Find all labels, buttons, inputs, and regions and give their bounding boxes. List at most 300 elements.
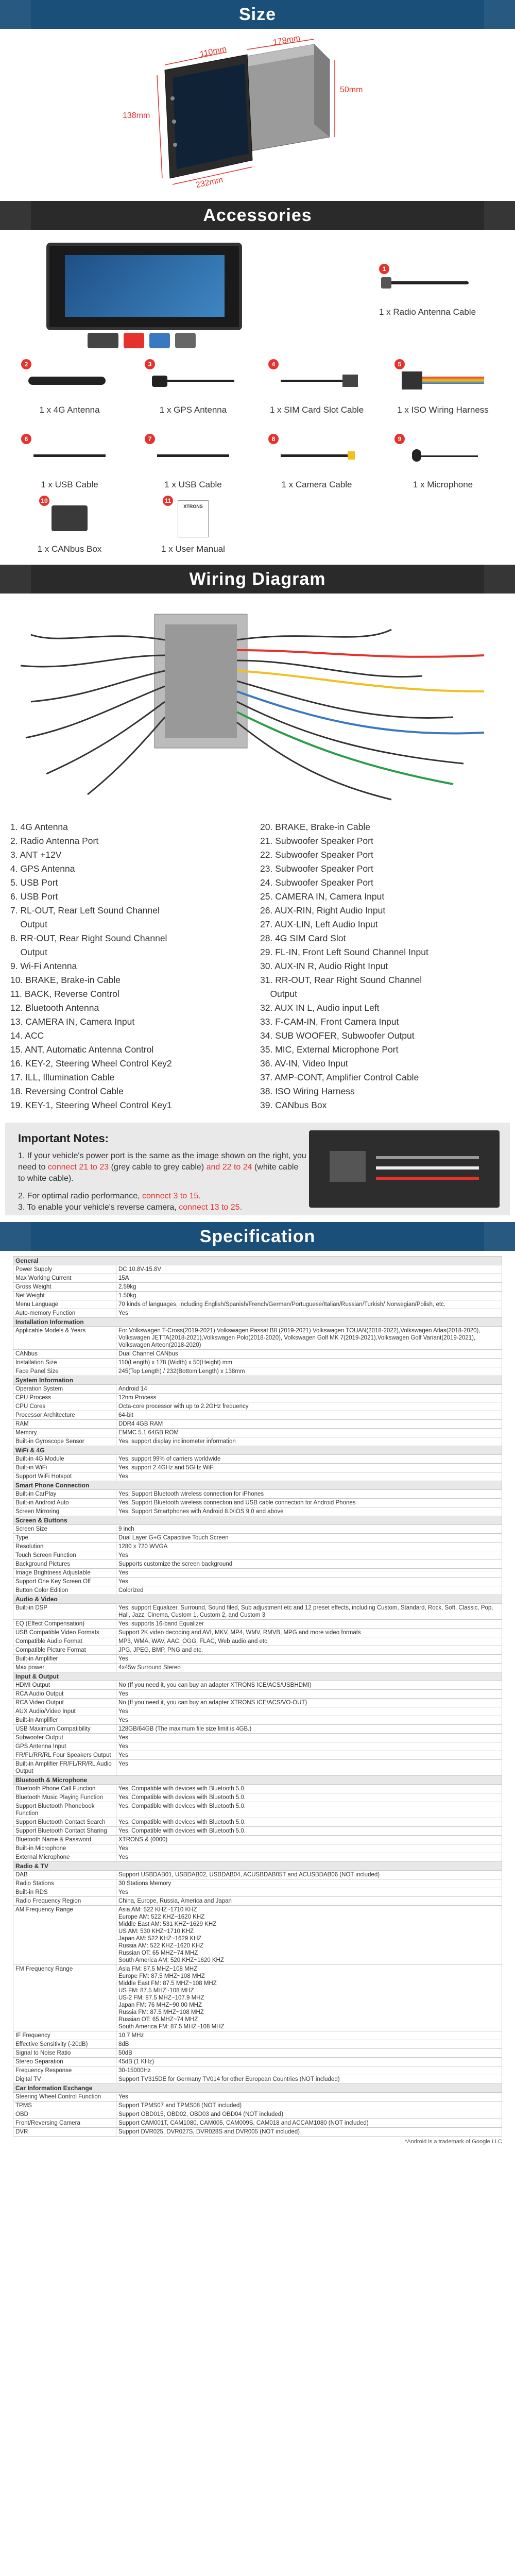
spec-row xyxy=(13,2119,502,2128)
spec-key: Built-in Amplifier xyxy=(13,1655,116,1664)
spec-key: USB Maximum Compatibility xyxy=(13,1725,116,1734)
spec-key: Built-in Gyroscope Sensor xyxy=(13,1437,116,1446)
spec-key: Built-in Amplifier FR/FL/RR/RL Audio Output xyxy=(13,1760,116,1776)
spec-key: Frequency Response xyxy=(13,2066,116,2075)
spec-row xyxy=(13,1464,502,1472)
spec-row xyxy=(13,1760,502,1776)
spec-section-header xyxy=(13,1318,502,1327)
spec-row xyxy=(13,2102,502,2110)
wiring-list-item: 8. RR-OUT, Rear Right Sound Channel xyxy=(10,933,167,943)
spec-section-title: Smart Phone Connection xyxy=(13,1481,502,1490)
wiring-list-item: 5. USB Port xyxy=(10,877,58,888)
spec-value: Yes, support 99% of carriers worldwide xyxy=(116,1455,502,1464)
spec-key: Steering Wheel Control Function xyxy=(13,2093,116,2102)
spec-row xyxy=(13,1655,502,1664)
spec-value: 70 kinds of languages, including English/Spanish/French/German/Portuguese/Italian/Russian/Turkish/ Norwegian/Polish, etc. xyxy=(116,1300,502,1309)
spec-row xyxy=(13,2075,502,2084)
spec-value: Yes xyxy=(116,1853,502,1862)
accessory-label: 1 x ISO Wiring Harness xyxy=(397,405,489,415)
spec-key: Subwoofer Output xyxy=(13,1734,116,1742)
spec-row xyxy=(13,1367,502,1376)
spec-key: RCA Audio Output xyxy=(13,1690,116,1699)
accessory-number: 1 xyxy=(379,264,389,274)
spec-value: Support USBDAB01, USBDAB02, USBDAB04, ACUSBDAB05T and ACUSBDAB06 (NOT included) xyxy=(116,1871,502,1879)
spec-row xyxy=(13,1551,502,1560)
spec-key: Radio Stations xyxy=(13,1879,116,1888)
spec-key: Resolution xyxy=(13,1543,116,1551)
spec-key: Built-in RDS xyxy=(13,1888,116,1897)
spec-row xyxy=(13,1359,502,1367)
spec-row xyxy=(13,1525,502,1534)
spec-value: Yes, support Equalizer, Surround, Sound filed, Sub adjustment etc and 12 preset effects, including Custom, Standard, Rock, Soft, Classic, Pop, Hall, Jazz, Cinema, Custom 1, Custom 2, and Custom 3 xyxy=(116,1604,502,1620)
accessory-canbus-box xyxy=(10,498,129,554)
spec-row xyxy=(13,1716,502,1725)
accessory-label: 1 x User Manual xyxy=(161,544,225,554)
wiring-banner xyxy=(0,565,515,594)
spec-row xyxy=(13,1742,502,1751)
spec-value: Supports customize the screen background xyxy=(116,1560,502,1569)
spec-value: Support TPMS07 and TPMS08 (NOT included) xyxy=(116,2102,502,2110)
spec-value: Support TV315DE for Germany TV014 for other European Countries (NOT included) xyxy=(116,2075,502,2084)
accessory-number: 7 xyxy=(145,434,155,444)
spec-value: Yes, Support Bluetooth wireless connection and USB cable connection for Android Phones xyxy=(116,1499,502,1507)
spec-value: 15A xyxy=(116,1274,502,1283)
spec-key: OBD xyxy=(13,2110,116,2119)
note-highlight: connect 13 to 25. xyxy=(179,1203,243,1212)
spec-value: No (If you need it, you can buy an adapter XTRONS ICE/ACS/VO-OUT) xyxy=(116,1699,502,1707)
spec-row xyxy=(13,1274,502,1283)
accessory-number: 6 xyxy=(21,434,31,444)
dim-length: 110mm xyxy=(199,44,228,59)
spec-value: Yes xyxy=(116,1472,502,1481)
spec-row xyxy=(13,2031,502,2040)
spec-key: Built-in DSP xyxy=(13,1604,116,1620)
dim-panel-height: 138mm xyxy=(123,111,150,120)
spec-key: Menu Language xyxy=(13,1300,116,1309)
spec-key: CANbus xyxy=(13,1350,116,1359)
spec-section-header xyxy=(13,1446,502,1455)
spec-section-header xyxy=(13,2084,502,2093)
spec-row xyxy=(13,1965,502,2031)
spec-value: Yes, Support Bluetooth wireless connection for iPhones xyxy=(116,1490,502,1499)
spec-row xyxy=(13,2093,502,2102)
spec-key: Background Pictures xyxy=(13,1560,116,1569)
spec-key: HDMI Output xyxy=(13,1681,116,1690)
accessory-microphone xyxy=(381,436,505,490)
wiring-list-item: 31. RR-OUT, Rear Right Sound Channel xyxy=(260,975,422,985)
spec-table xyxy=(13,1256,502,2137)
wiring-list-item: 12. Bluetooth Antenna xyxy=(10,1003,99,1013)
wiring-list-item: 36. AV-IN, Video Input xyxy=(260,1058,348,1069)
spec-row xyxy=(13,1906,502,1965)
spec-key: Digital TV xyxy=(13,2075,116,2084)
spec-value: Yes, support display inclinometer information xyxy=(116,1437,502,1446)
spec-key: Installation Size xyxy=(13,1359,116,1367)
wiring-list-item: 15. ANT, Automatic Antenna Control xyxy=(10,1044,154,1055)
power-port-photo xyxy=(309,1130,500,1208)
spec-key: Gross Weight xyxy=(13,1283,116,1292)
spec-row xyxy=(13,1292,502,1300)
spec-key: Touch Screen Function xyxy=(13,1551,116,1560)
wiring-section xyxy=(0,594,515,1222)
wiring-list-item: 35. MIC, External Microphone Port xyxy=(260,1044,399,1055)
wiring-title: Wiring Diagram xyxy=(189,569,326,589)
spec-key: Image Brightness Adjustable xyxy=(13,1569,116,1578)
spec-value: Yes, Compatible with devices with Bluetooth 5.0. xyxy=(116,1818,502,1827)
spec-key: Bluetooth Phone Call Function xyxy=(13,1785,116,1793)
spec-key: Applicable Models & Years xyxy=(13,1327,116,1350)
wiring-list-item: 30. AUX-IN R, Audio Right Input xyxy=(260,961,388,971)
spec-row xyxy=(13,1309,502,1318)
spec-row xyxy=(13,2128,502,2137)
wiring-list-item: 27. AUX-LIN, Left Audio Input xyxy=(260,919,378,929)
spec-key: Bluetooth Name & Password xyxy=(13,1836,116,1844)
spec-title: Specification xyxy=(199,1226,316,1246)
spec-row xyxy=(13,1283,502,1292)
accessory-label: 1 x Microphone xyxy=(413,480,473,489)
accessory-number: 9 xyxy=(394,434,405,444)
accessory-label: 1 x USB Cable xyxy=(41,480,98,489)
spec-row xyxy=(13,1560,502,1569)
accessory-number: 10 xyxy=(39,496,49,506)
accessories-banner xyxy=(0,201,515,230)
accessory-label: 1 x CANbus Box xyxy=(37,544,102,554)
spec-row xyxy=(13,1751,502,1760)
spec-key: RCA Video Output xyxy=(13,1699,116,1707)
wiring-list-item: Output xyxy=(10,947,47,957)
spec-key: RAM xyxy=(13,1420,116,1429)
wiring-list-item: Output xyxy=(10,919,47,929)
spec-key: CPU Cores xyxy=(13,1402,116,1411)
spec-value: Android 14 xyxy=(116,1385,502,1394)
spec-key: Operation System xyxy=(13,1385,116,1394)
wiring-list-item: 37. AMP-CONT, Amplifier Control Cable xyxy=(260,1072,419,1082)
wiring-list-item: 38. ISO Wiring Harness xyxy=(260,1086,355,1096)
spec-value: 30-15000Hz xyxy=(116,2066,502,2075)
spec-row xyxy=(13,1888,502,1897)
spec-row xyxy=(13,1802,502,1818)
spec-row xyxy=(13,1507,502,1516)
accessories-title: Accessories xyxy=(203,205,312,225)
spec-value: EMMC 5.1 64GB ROM xyxy=(116,1429,502,1437)
note-text: 2. For optimal radio performance, xyxy=(18,1192,142,1200)
wiring-list-item: 7. RL-OUT, Rear Left Sound Channel xyxy=(10,905,160,916)
wiring-list-item: 26. AUX-RIN, Right Audio Input xyxy=(260,905,386,916)
important-notes xyxy=(5,1123,510,1215)
wiring-list-item: 25. CAMERA IN, Camera Input xyxy=(260,891,385,902)
spec-row xyxy=(13,1455,502,1464)
spec-value: China, Europe, Russia, America and Japan xyxy=(116,1897,502,1906)
spec-section-title: Car Information Exchange xyxy=(13,2084,502,2093)
spec-key: AM Frequency Range xyxy=(13,1906,116,1965)
spec-row xyxy=(13,1402,502,1411)
spec-value: DDR4 4GB RAM xyxy=(116,1420,502,1429)
wiring-list-item: 2. Radio Antenna Port xyxy=(10,836,99,846)
spec-section-header xyxy=(13,1376,502,1385)
accessory-number: 2 xyxy=(21,359,31,369)
spec-section-title: System Information xyxy=(13,1376,502,1385)
spec-key: Support Bluetooth Contact Search xyxy=(13,1818,116,1827)
note-text: 3. To enable your vehicle's reverse camera, xyxy=(18,1203,179,1212)
spec-row xyxy=(13,1437,502,1446)
wiring-list-left xyxy=(10,820,172,1112)
size-title: Size xyxy=(238,4,277,24)
spec-value: Yes xyxy=(116,1309,502,1318)
note-2 xyxy=(18,1191,306,1202)
spec-row xyxy=(13,1569,502,1578)
spec-key: CPU Process xyxy=(13,1394,116,1402)
wiring-list-item: 3. ANT +12V xyxy=(10,850,62,860)
wiring-list-item: 14. ACC xyxy=(10,1030,44,1041)
harness-image xyxy=(88,328,201,359)
spec-key: Processor Architecture xyxy=(13,1411,116,1420)
spec-section-title: Audio & Video xyxy=(13,1595,502,1604)
spec-value: Support CAM001T, CAM1080, CAM005, CAM009S, CAM018 and ACCAM1080 (NOT included) xyxy=(116,2119,502,2128)
spec-key: Screen Mirroring xyxy=(13,1507,116,1516)
accessory-sim-card-cable xyxy=(258,361,376,415)
accessory-4g-antenna xyxy=(10,361,129,415)
spec-key: Bluetooth Music Playing Function xyxy=(13,1793,116,1802)
spec-key: TPMS xyxy=(13,2102,116,2110)
spec-row xyxy=(13,1586,502,1595)
spec-value: Yes xyxy=(116,1655,502,1664)
spec-section xyxy=(0,1256,515,2145)
accessory-radio-antenna-cable xyxy=(355,266,500,317)
spec-key: Built-in WiFi xyxy=(13,1464,116,1472)
spec-value: Dual Layer G+G Capacitive Touch Screen xyxy=(116,1534,502,1543)
spec-key: Stereo Separation xyxy=(13,2058,116,2066)
accessory-label: 1 x USB Cable xyxy=(164,480,222,489)
wiring-list-item: 16. KEY-2, Steering Wheel Control Key2 xyxy=(10,1058,172,1069)
spec-section-header xyxy=(13,1516,502,1525)
spec-row xyxy=(13,1879,502,1888)
spec-section-title: Installation Information xyxy=(13,1318,502,1327)
spec-value: Yes xyxy=(116,2093,502,2102)
spec-value: 12nm Process xyxy=(116,1394,502,1402)
spec-section-header xyxy=(13,1776,502,1785)
spec-value: For Volkswagen T-Cross(2019-2021),Volkswagen Passat B8 (2019-2021) Volkswagen TOUAN(2018-2022),Volkswagen Atlas(2018-2020), Volkswagen JETTA(2018-2021),Volkswagen Polo(2018-2020), Volkswagen Golf MK 7(2019-2021),Volkswagen Golf Variant(2019-2021), Volkswagen Arteon(2018-2020) xyxy=(116,1327,502,1350)
accessory-label: 1 x Camera Cable xyxy=(281,480,352,489)
spec-value: 128GB/64GB (The maximum file size limit is 4GB.) xyxy=(116,1725,502,1734)
spec-key: USB Compatible Video Formats xyxy=(13,1629,116,1637)
spec-key: Max Working Current xyxy=(13,1274,116,1283)
spec-value: DC 10.8V-15.8V xyxy=(116,1265,502,1274)
spec-row xyxy=(13,1350,502,1359)
size-section xyxy=(0,29,515,201)
spec-value: 50dB xyxy=(116,2049,502,2058)
spec-row xyxy=(13,1534,502,1543)
wiring-list-item: 24. Subwoofer Speaker Port xyxy=(260,877,373,888)
accessory-user-manual xyxy=(134,498,252,554)
accessory-label: 1 x SIM Card Slot Cable xyxy=(269,405,364,415)
accessory-number: 5 xyxy=(394,359,405,369)
spec-value: 245(Top Length) / 232(Bottom Length) x 138mm xyxy=(116,1367,502,1376)
spec-row xyxy=(13,1853,502,1862)
spec-value: Yes, Compatible with devices with Bluetooth 5.0. xyxy=(116,1827,502,1836)
wiring-list-right xyxy=(260,820,428,1112)
spec-section-header xyxy=(13,1595,502,1604)
spec-value: Yes xyxy=(116,1707,502,1716)
accessory-gps-antenna xyxy=(134,361,252,415)
footnote: *Android is a trademark of Google LLC xyxy=(405,2139,502,2145)
spec-value: Colorized xyxy=(116,1586,502,1595)
spec-value: Yes xyxy=(116,1734,502,1742)
spec-value: Dual Channel CANbus xyxy=(116,1350,502,1359)
spec-key: Auto-memory Function xyxy=(13,1309,116,1318)
spec-value: Yes xyxy=(116,1716,502,1725)
spec-key: Face Panel Size xyxy=(13,1367,116,1376)
accessory-camera-cable xyxy=(258,436,376,490)
spec-value: 10.7 MHz xyxy=(116,2031,502,2040)
spec-section-title: Input & Output xyxy=(13,1672,502,1681)
spec-value: Yes, Compatible with devices with Bluetooth 5.0. xyxy=(116,1785,502,1793)
spec-value: 8dB xyxy=(116,2040,502,2049)
spec-value: JPG, JPEG, BMP, PNG and etc. xyxy=(116,1646,502,1655)
spec-value: Asia AM: 522 KHZ~1710 KHZ Europe AM: 522 KHZ~1620 KHZ Middle East AM: 531 KHZ~1629 KHZ US AM: 530 KHZ~1710 KHZ Japan AM: 522 KHZ~1629 KHZ Russia AM: 522 KHZ~1620 KHZ Russian OT: 65 MHZ~74 MHZ South America AM: 520 KHZ~1620 KHZ xyxy=(116,1906,502,1965)
spec-key: Max power xyxy=(13,1664,116,1672)
spec-key: Memory xyxy=(13,1429,116,1437)
accessory-number: 4 xyxy=(268,359,279,369)
spec-row xyxy=(13,1871,502,1879)
wiring-list-item: 1. 4G Antenna xyxy=(10,822,68,832)
spec-row xyxy=(13,1785,502,1793)
accessory-usb-cable-1 xyxy=(10,436,129,490)
spec-key: Button Color Edition xyxy=(13,1586,116,1595)
wiring-list-item: 4. GPS Antenna xyxy=(10,863,75,874)
spec-row xyxy=(13,1472,502,1481)
spec-key: Compatible Picture Format xyxy=(13,1646,116,1655)
spec-row xyxy=(13,1604,502,1620)
spec-section-header xyxy=(13,1481,502,1490)
spec-value: XTRONS & (0000) xyxy=(116,1836,502,1844)
spec-key: Built-in 4G Module xyxy=(13,1455,116,1464)
dim-panel-bottom: 232mm xyxy=(195,175,224,190)
spec-value: Yes xyxy=(116,1578,502,1586)
spec-value: Yes xyxy=(116,1888,502,1897)
spec-banner xyxy=(0,1222,515,1251)
wiring-list-item: 32. AUX IN L, Audio input Left xyxy=(260,1003,380,1013)
spec-row xyxy=(13,1690,502,1699)
spec-row xyxy=(13,1300,502,1309)
note-text: (grey cable to grey cable) xyxy=(109,1163,207,1172)
wiring-list-item: 17. ILL, Illumination Cable xyxy=(10,1072,115,1082)
manual-brand: XTRONS xyxy=(178,500,209,537)
spec-key: Support WiFi Hotspot xyxy=(13,1472,116,1481)
spec-row xyxy=(13,1699,502,1707)
spec-value: 2.59kg xyxy=(116,1283,502,1292)
spec-key: Front/Reversing Camera xyxy=(13,2119,116,2128)
wiring-list-item: 21. Subwoofer Speaker Port xyxy=(260,836,373,846)
note-3 xyxy=(18,1202,306,1213)
accessory-number: 3 xyxy=(145,359,155,369)
spec-key: Type xyxy=(13,1534,116,1543)
size-banner xyxy=(0,0,515,29)
spec-row xyxy=(13,1490,502,1499)
spec-section-header xyxy=(13,1257,502,1265)
note-text: (white cable to white cable). xyxy=(18,1163,299,1183)
spec-value: 110(Length) x 178 (Width) x 50(Height) mm xyxy=(116,1359,502,1367)
spec-key: GPS Antenna Input xyxy=(13,1742,116,1751)
spec-key: Built-in CarPlay xyxy=(13,1490,116,1499)
spec-section-header xyxy=(13,1862,502,1871)
spec-row xyxy=(13,1543,502,1551)
notes-title: Important Notes: xyxy=(18,1132,109,1145)
wiring-list-item: 20. BRAKE, Brake-in Cable xyxy=(260,822,370,832)
spec-row xyxy=(13,1499,502,1507)
spec-value: Yes xyxy=(116,1742,502,1751)
head-unit-diagram xyxy=(144,39,371,189)
spec-key: Built-in Amplifier xyxy=(13,1716,116,1725)
spec-value: Yes xyxy=(116,1690,502,1699)
spec-section-title: General xyxy=(13,1257,502,1265)
spec-value: Support 2K video decoding and AVI, MKV, MP4, WMV, RMVB, MPG and more video formats xyxy=(116,1629,502,1637)
spec-key: FR/FL/RR/RL Four Speakers Output xyxy=(13,1751,116,1760)
spec-value: 4x45w Surround Stereo xyxy=(116,1664,502,1672)
spec-value: Yes, Compatible with devices with Bluetooth 5.0. xyxy=(116,1802,502,1818)
spec-section-header xyxy=(13,1672,502,1681)
spec-key: DAB xyxy=(13,1871,116,1879)
spec-row xyxy=(13,1725,502,1734)
spec-row xyxy=(13,2066,502,2075)
wiring-list-item: 23. Subwoofer Speaker Port xyxy=(260,863,373,874)
spec-key: Built-in Microphone xyxy=(13,1844,116,1853)
spec-key: External Microphone xyxy=(13,1853,116,1862)
spec-value: Yes xyxy=(116,1844,502,1853)
spec-key: Support Bluetooth Contact Sharing xyxy=(13,1827,116,1836)
spec-value: 1280 x 720 WVGA xyxy=(116,1543,502,1551)
spec-row xyxy=(13,1578,502,1586)
accessories-section xyxy=(0,230,515,565)
wiring-list-item: 33. F-CAM-IN, Front Camera Input xyxy=(260,1016,399,1027)
spec-row xyxy=(13,1420,502,1429)
spec-key: Support Bluetooth Phonebook Function xyxy=(13,1802,116,1818)
spec-row xyxy=(13,1646,502,1655)
spec-value: Octa-core processor with up to 2.2GHz frequency xyxy=(116,1402,502,1411)
spec-key: Support One Key Screen Off xyxy=(13,1578,116,1586)
spec-row xyxy=(13,1681,502,1690)
spec-row xyxy=(13,1394,502,1402)
spec-key: Net Weight xyxy=(13,1292,116,1300)
spec-value: Yes xyxy=(116,1751,502,1760)
dim-height: 50mm xyxy=(340,86,363,94)
spec-value: Support DVR025, DVR027S, DVR028S and DVR005 (NOT included) xyxy=(116,2128,502,2137)
wiring-list-item: 9. Wi-Fi Antenna xyxy=(10,961,77,971)
spec-row xyxy=(13,1818,502,1827)
wiring-list-item: 18. Reversing Control Cable xyxy=(10,1086,124,1096)
spec-value: Yes xyxy=(116,1569,502,1578)
spec-value: Yes, support 2.4GHz and 5GHz WiFi xyxy=(116,1464,502,1472)
spec-row xyxy=(13,2040,502,2049)
spec-value: 1.50kg xyxy=(116,1292,502,1300)
spec-row xyxy=(13,1327,502,1350)
spec-value: 64-bit xyxy=(116,1411,502,1420)
note-text: 1. If your vehicle's power port is the same as the image shown on the right, you need to xyxy=(18,1151,306,1172)
wiring-list-item: 29. FL-IN, Front Left Sound Channel Input xyxy=(260,947,428,957)
wiring-list-item: 6. USB Port xyxy=(10,891,58,902)
wiring-list-item: 22. Subwoofer Speaker Port xyxy=(260,850,373,860)
spec-row xyxy=(13,2049,502,2058)
spec-key: Built-in Android Auto xyxy=(13,1499,116,1507)
spec-row xyxy=(13,2110,502,2119)
spec-key: Power Supply xyxy=(13,1265,116,1274)
wiring-list-item: 39. CANbus Box xyxy=(260,1100,327,1110)
accessory-number: 11 xyxy=(163,496,173,506)
spec-value: Yes xyxy=(116,1760,502,1776)
spec-key: Radio Frequency Region xyxy=(13,1897,116,1906)
spec-row xyxy=(13,2058,502,2066)
wiring-list-item: 19. KEY-1, Steering Wheel Control Key1 xyxy=(10,1100,172,1110)
spec-row xyxy=(13,1734,502,1742)
